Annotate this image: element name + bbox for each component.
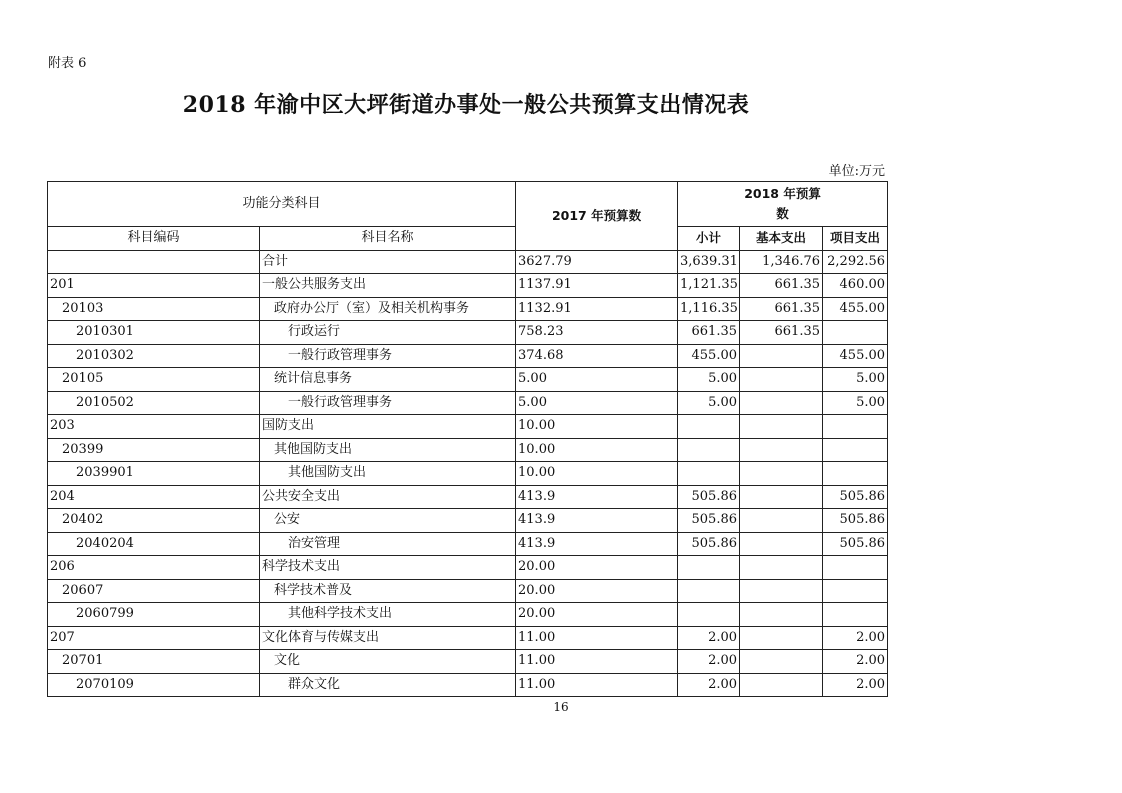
table-row (48, 297, 888, 321)
row-basic (740, 556, 823, 580)
row-subtotal (678, 462, 740, 486)
row-budget-2017: 1137.91 (516, 274, 678, 298)
table-row (48, 274, 888, 298)
row-code: 20105 (48, 368, 260, 392)
row-subtotal (678, 438, 740, 462)
row-code: 2039901 (48, 462, 260, 486)
row-project: 505.86 (823, 485, 888, 509)
row-basic: 1,346.76 (740, 250, 823, 274)
row-budget-2017: 10.00 (516, 438, 678, 462)
row-code: 20399 (48, 438, 260, 462)
row-project: 505.86 (823, 509, 888, 533)
annex-label: 附表 6 (48, 56, 87, 71)
table-row (48, 673, 888, 697)
row-code: 2040204 (48, 532, 260, 556)
row-name: 科学技术普及 (260, 579, 516, 603)
row-subtotal: 2.00 (678, 626, 740, 650)
row-code: 204 (48, 485, 260, 509)
row-project (823, 415, 888, 439)
row-project: 455.00 (823, 297, 888, 321)
row-budget-2017: 758.23 (516, 321, 678, 345)
row-name: 合计 (260, 250, 516, 274)
row-budget-2017: 3627.79 (516, 250, 678, 274)
row-name: 统计信息事务 (260, 368, 516, 392)
table-row (48, 532, 888, 556)
row-basic (740, 532, 823, 556)
row-project (823, 321, 888, 345)
row-project: 2.00 (823, 673, 888, 697)
row-subtotal: 2.00 (678, 673, 740, 697)
row-subtotal: 3,639.31 (678, 250, 740, 274)
header-row-2 (48, 227, 888, 251)
row-name: 其他国防支出 (260, 462, 516, 486)
row-code: 203 (48, 415, 260, 439)
header-func-class: 功能分类科目 (48, 182, 516, 227)
row-code: 2070109 (48, 673, 260, 697)
row-project: 2.00 (823, 650, 888, 674)
row-name: 文化 (260, 650, 516, 674)
header-budget-2018: 2018 年预算数 (678, 182, 888, 227)
header-subtotal: 小计 (678, 227, 740, 251)
row-name: 群众文化 (260, 673, 516, 697)
row-budget-2017: 11.00 (516, 626, 678, 650)
row-name: 一般行政管理事务 (260, 391, 516, 415)
row-subtotal (678, 415, 740, 439)
row-code: 20607 (48, 579, 260, 603)
budget-table (47, 181, 888, 697)
row-name: 治安管理 (260, 532, 516, 556)
row-subtotal: 1,116.35 (678, 297, 740, 321)
row-basic (740, 485, 823, 509)
row-project: 505.86 (823, 532, 888, 556)
row-name: 文化体育与传媒支出 (260, 626, 516, 650)
table-row (48, 650, 888, 674)
page-title-text: 2018 年渝中区大坪街道办事处一般公共预算支出情况表 (182, 92, 750, 118)
row-subtotal: 661.35 (678, 321, 740, 345)
row-basic (740, 391, 823, 415)
table-row (48, 344, 888, 368)
page-number: 16 (553, 700, 569, 714)
row-name: 其他国防支出 (260, 438, 516, 462)
row-basic: 661.35 (740, 321, 823, 345)
row-basic (740, 368, 823, 392)
table-row (48, 321, 888, 345)
row-basic (740, 673, 823, 697)
row-project (823, 579, 888, 603)
row-budget-2017: 5.00 (516, 368, 678, 392)
table-row (48, 415, 888, 439)
row-basic: 661.35 (740, 274, 823, 298)
row-budget-2017: 11.00 (516, 673, 678, 697)
row-subtotal: 2.00 (678, 650, 740, 674)
row-name: 公共安全支出 (260, 485, 516, 509)
row-name: 行政运行 (260, 321, 516, 345)
row-project (823, 603, 888, 627)
row-basic (740, 650, 823, 674)
table-row (48, 485, 888, 509)
row-name: 公安 (260, 509, 516, 533)
table-row (48, 603, 888, 627)
row-name: 国防支出 (260, 415, 516, 439)
row-basic (740, 344, 823, 368)
row-basic (740, 438, 823, 462)
row-budget-2017: 413.9 (516, 509, 678, 533)
row-subtotal: 505.86 (678, 532, 740, 556)
row-budget-2017: 374.68 (516, 344, 678, 368)
page-title (0, 88, 1122, 119)
row-project: 2,292.56 (823, 250, 888, 274)
row-project (823, 462, 888, 486)
table-row (48, 579, 888, 603)
header-row-1 (48, 182, 888, 227)
row-code: 20701 (48, 650, 260, 674)
table-row (48, 509, 888, 533)
row-name: 其他科学技术支出 (260, 603, 516, 627)
row-budget-2017: 20.00 (516, 579, 678, 603)
header-project: 项目支出 (823, 227, 888, 251)
row-code: 2010502 (48, 391, 260, 415)
row-subtotal (678, 579, 740, 603)
row-code: 207 (48, 626, 260, 650)
table-row (48, 626, 888, 650)
header-budget-2017: 2017 年预算数 (516, 182, 678, 251)
row-budget-2017: 20.00 (516, 603, 678, 627)
row-basic: 661.35 (740, 297, 823, 321)
row-basic (740, 603, 823, 627)
header-name: 科目名称 (260, 227, 516, 251)
row-budget-2017: 20.00 (516, 556, 678, 580)
row-project (823, 438, 888, 462)
row-code: 206 (48, 556, 260, 580)
row-name: 一般公共服务支出 (260, 274, 516, 298)
row-project: 2.00 (823, 626, 888, 650)
row-project: 455.00 (823, 344, 888, 368)
table-row (48, 556, 888, 580)
table-row (48, 438, 888, 462)
header-basic: 基本支出 (740, 227, 823, 251)
row-basic (740, 509, 823, 533)
row-subtotal: 5.00 (678, 368, 740, 392)
row-basic (740, 626, 823, 650)
table-row (48, 462, 888, 486)
table-row (48, 368, 888, 392)
row-subtotal: 455.00 (678, 344, 740, 368)
row-project (823, 556, 888, 580)
row-budget-2017: 5.00 (516, 391, 678, 415)
row-name: 政府办公厅（室）及相关机构事务 (260, 297, 516, 321)
row-code: 2010302 (48, 344, 260, 368)
row-code: 20103 (48, 297, 260, 321)
row-subtotal (678, 556, 740, 580)
row-project: 5.00 (823, 391, 888, 415)
row-code: 201 (48, 274, 260, 298)
row-budget-2017: 413.9 (516, 532, 678, 556)
row-budget-2017: 10.00 (516, 462, 678, 486)
row-budget-2017: 1132.91 (516, 297, 678, 321)
row-project: 5.00 (823, 368, 888, 392)
row-project: 460.00 (823, 274, 888, 298)
row-code (48, 250, 260, 274)
row-subtotal: 5.00 (678, 391, 740, 415)
table-row (48, 250, 888, 274)
header-code: 科目编码 (48, 227, 260, 251)
row-basic (740, 415, 823, 439)
table-row (48, 391, 888, 415)
unit-label: 单位:万元 (828, 164, 885, 179)
row-budget-2017: 413.9 (516, 485, 678, 509)
row-budget-2017: 11.00 (516, 650, 678, 674)
row-budget-2017: 10.00 (516, 415, 678, 439)
row-subtotal: 1,121.35 (678, 274, 740, 298)
row-subtotal: 505.86 (678, 485, 740, 509)
row-name: 一般行政管理事务 (260, 344, 516, 368)
row-basic (740, 462, 823, 486)
row-name: 科学技术支出 (260, 556, 516, 580)
row-subtotal: 505.86 (678, 509, 740, 533)
row-code: 2010301 (48, 321, 260, 345)
row-subtotal (678, 603, 740, 627)
row-code: 20402 (48, 509, 260, 533)
row-code: 2060799 (48, 603, 260, 627)
row-basic (740, 579, 823, 603)
